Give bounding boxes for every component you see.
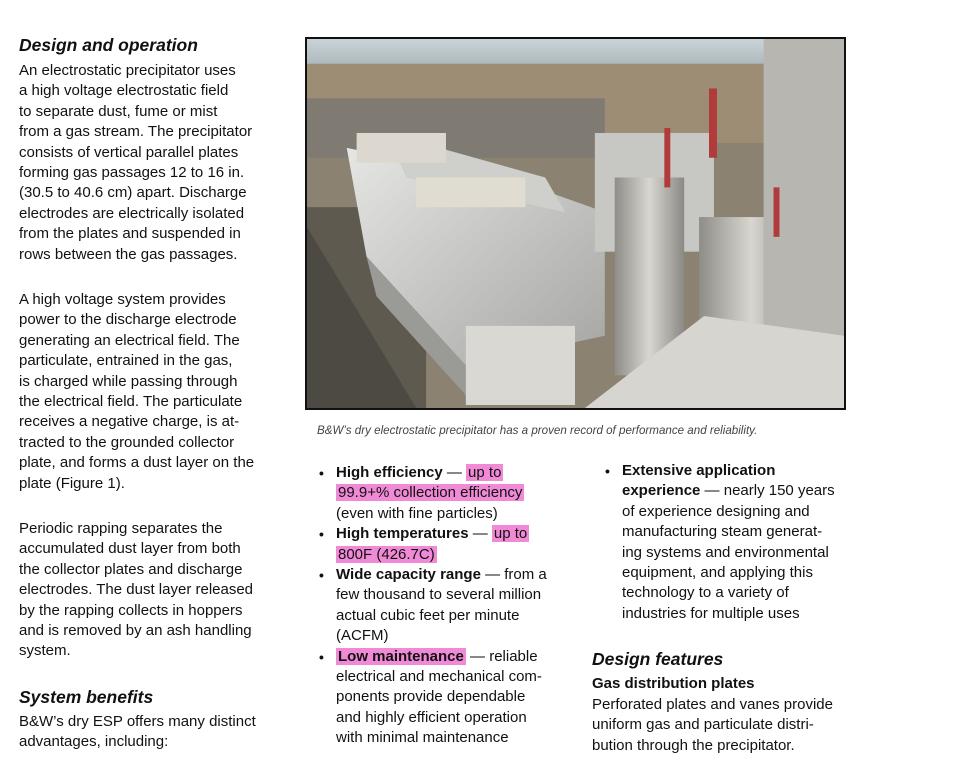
bullet-title: Low maintenance [338, 647, 464, 665]
text-line [622, 481, 835, 501]
text-line: electrodes are electrically isolated [19, 204, 245, 222]
dash: — [442, 464, 467, 481]
text-line: and highly efficient operation [336, 708, 527, 726]
text-line: a high voltage electrostatic field [19, 82, 229, 100]
text-line: tracted to the grounded collector [19, 433, 235, 451]
text-line: equipment, and applying this [622, 564, 813, 582]
industrial-plant-icon [307, 39, 844, 408]
text-line [336, 463, 547, 483]
text-line: advantages, including: [19, 733, 169, 751]
benefits-list-continued [605, 461, 835, 624]
text-line: to separate dust, fume or mist [19, 102, 218, 120]
text-line: electrical and mechanical com- [336, 668, 542, 686]
bullet-title: experience [622, 482, 701, 500]
heading-design-features: Design features [592, 649, 724, 669]
paragraph-design-3 [19, 519, 253, 662]
text-line: from the plates and suspended in [19, 225, 241, 243]
text-line: (even with fine particles) [336, 504, 498, 522]
paragraph-benefits [19, 712, 256, 753]
text-line: B&W’s dry ESP offers many distinct [19, 713, 256, 730]
benefits-list [319, 463, 547, 749]
dash: — reliable [465, 647, 538, 665]
heading-design-operation: Design and operation [19, 35, 198, 55]
text-line: bution through the precipitator. [592, 736, 795, 754]
highlight: up to [493, 525, 528, 543]
text-line: uniform gas and particulate distri- [592, 716, 814, 734]
text-line: rows between the gas passages. [19, 245, 238, 263]
text-line: of experience designing and [622, 502, 810, 520]
text-line: manufacturing steam generat- [622, 523, 823, 541]
list-item-high-temperatures [319, 524, 547, 565]
highlight: up to [468, 464, 502, 481]
text-line [336, 565, 547, 585]
text-line: technology to a variety of [622, 584, 789, 602]
list-item-low-maintenance [319, 647, 547, 749]
dash: — [468, 525, 492, 543]
text-line [336, 545, 547, 565]
bullet-title: Wide capacity range [336, 566, 481, 584]
list-item-application-experience [605, 461, 835, 624]
text-line: system. [19, 642, 71, 660]
text-line: particulate, entrained in the gas, [19, 352, 233, 370]
text-line: consists of vertical parallel plates [19, 143, 239, 161]
dash: — from a [480, 566, 547, 584]
list-item-high-efficiency [319, 463, 547, 524]
text-line: An electrostatic precipitator uses [19, 62, 236, 79]
text-line: plate (Figure 1). [19, 474, 125, 492]
text-line: (30.5 to 40.6 cm) apart. Discharge [19, 184, 247, 202]
text-line: (ACFM) [336, 627, 389, 645]
text-line: is charged while passing through [19, 372, 238, 390]
paragraph-design-2 [19, 290, 254, 494]
text-line: actual cubic feet per minute [336, 606, 520, 624]
text-line: electrodes. The dust layer released [19, 581, 254, 599]
text-line: ponents provide dependable [336, 688, 526, 706]
subheading-gas-distribution: Gas distribution plates [592, 675, 755, 692]
text-line: A high voltage system provides [19, 291, 226, 308]
paragraph-design-1 [19, 61, 252, 265]
text-line: with minimal maintenance [336, 729, 509, 747]
text-line: receives a negative charge, is at- [19, 413, 240, 431]
text-line [622, 461, 835, 481]
text-line: Perforated plates and vanes provide [592, 696, 833, 713]
bullet-title: Extensive application [622, 462, 776, 479]
text-line [336, 524, 547, 544]
list-item-wide-capacity [319, 565, 547, 647]
photo-caption: B&W’s dry electrostatic precipitator has a proven record of performance and reliability. [317, 424, 758, 437]
text-line: and is removed by an ash handling [19, 622, 252, 640]
text-line: from a gas stream. The precipitator [19, 123, 253, 141]
text-line [336, 483, 547, 503]
text-line: power to the discharge electrode [19, 311, 237, 329]
text-line: plate, and forms a dust layer on the [19, 454, 255, 472]
esp-plant-photo [305, 37, 846, 410]
text-line: generating an electrical field. The [19, 331, 240, 349]
dash: — nearly 150 years [700, 482, 835, 500]
highlight: 99.9+% collection efficiency [338, 484, 523, 502]
bullet-title: High temperatures [336, 525, 469, 543]
text-line: few thousand to several million [336, 586, 542, 604]
text-line: industries for multiple uses [622, 604, 800, 622]
paragraph-gas-distribution [592, 695, 833, 756]
text-line: ing systems and environmental [622, 543, 829, 561]
text-line: the electrical field. The particulate [19, 393, 243, 411]
text-line [336, 647, 547, 667]
heading-system-benefits: System benefits [19, 687, 154, 707]
text-line: Periodic rapping separates the [19, 520, 223, 537]
text-line: forming gas passages 12 to 16 in. [19, 164, 245, 182]
text-line: by the rapping collects in hoppers [19, 601, 243, 619]
bullet-title: High efficiency [336, 464, 443, 481]
highlight: 800F (426.7C) [338, 545, 435, 563]
text-line: the collector plates and discharge [19, 560, 243, 578]
text-line: accumulated dust layer from both [19, 540, 241, 558]
